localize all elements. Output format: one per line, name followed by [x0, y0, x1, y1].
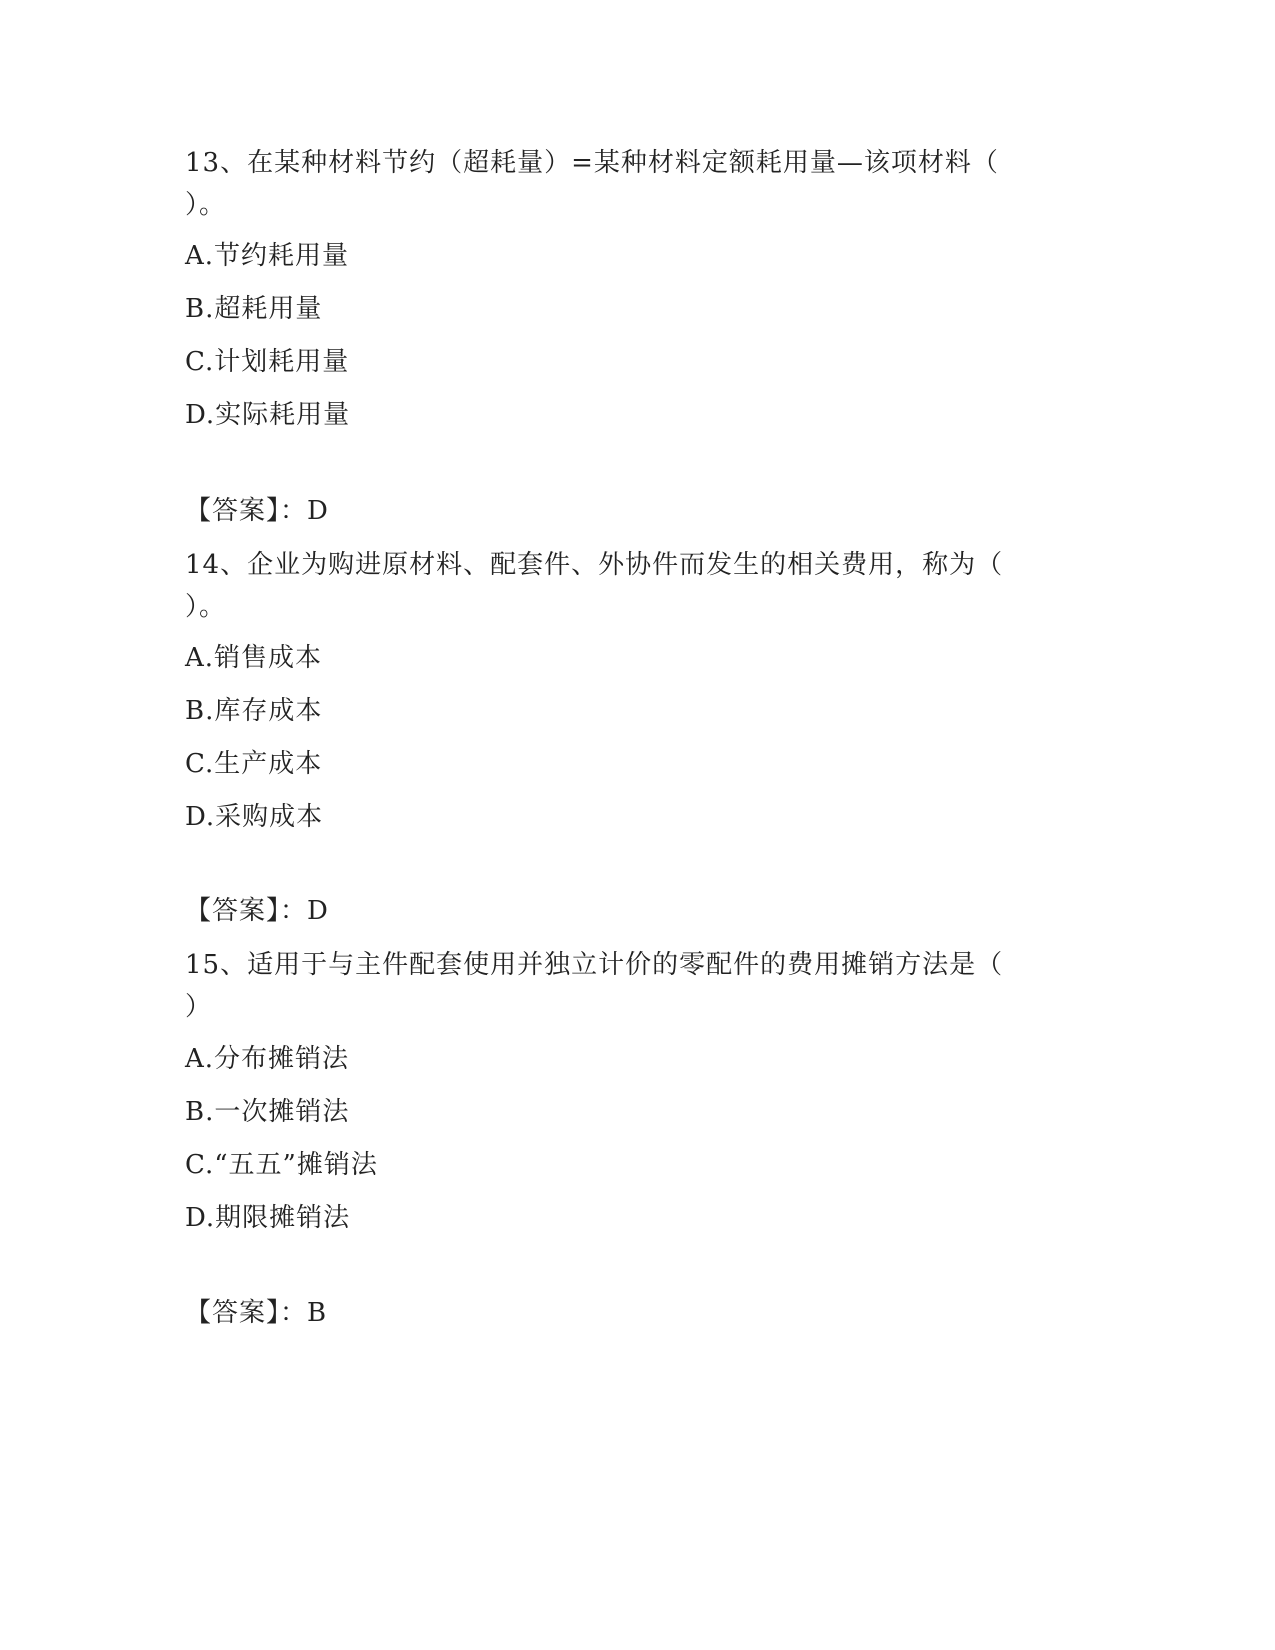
option-d: D.采购成本 — [185, 802, 324, 832]
option-b: B.库存成本 — [185, 696, 323, 726]
answer: 【答案】：D — [185, 896, 329, 926]
option-c: C.生产成本 — [185, 749, 323, 779]
answer: 【答案】：B — [185, 1298, 328, 1328]
question-14 — [185, 544, 1065, 628]
option-a: A.节约耗用量 — [185, 241, 350, 271]
option-b: B.超耗用量 — [185, 294, 323, 324]
option-b: B.一次摊销法 — [185, 1097, 350, 1127]
question-text: 14、企业为购进原材料、配套件、外协件而发生的相关费用，称为（ ）。 — [185, 550, 1004, 622]
question-13 — [185, 142, 1065, 226]
question-text: 15、适用于与主件配套使用并独立计价的零配件的费用摊销方法是（ ） — [185, 950, 1004, 1022]
option-d: D.实际耗用量 — [185, 400, 351, 430]
question-15 — [185, 944, 1065, 1028]
answer: 【答案】：D — [185, 496, 329, 526]
option-a: A.分布摊销法 — [185, 1044, 350, 1074]
option-a: A.销售成本 — [185, 643, 323, 673]
option-c: C.计划耗用量 — [185, 347, 350, 377]
question-text: 13、在某种材料节约（超耗量）=某种材料定额耗用量—该项材料（ ）。 — [185, 148, 999, 220]
option-d: D.期限摊销法 — [185, 1203, 351, 1233]
option-c: C.“五五”摊销法 — [185, 1150, 378, 1180]
